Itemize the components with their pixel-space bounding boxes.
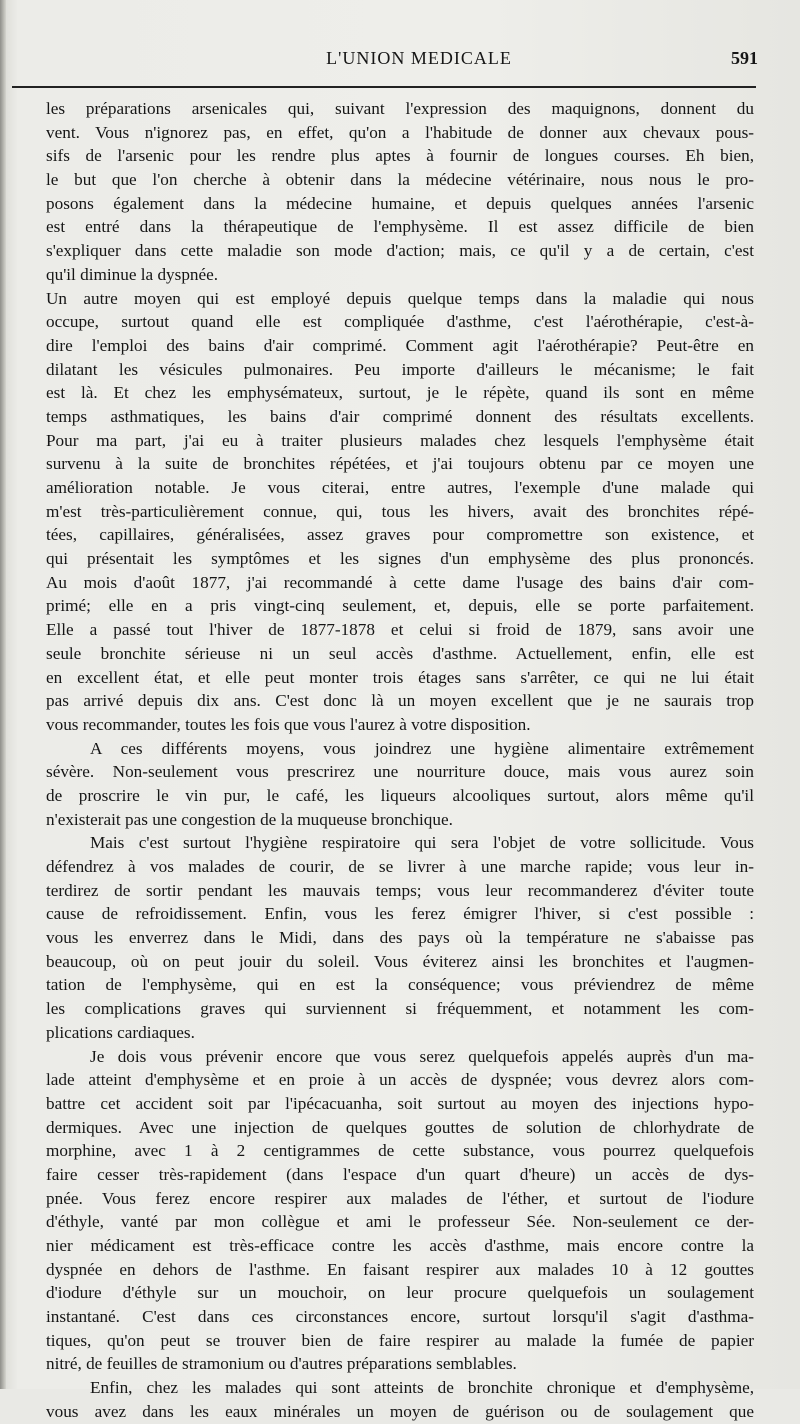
text-line: instantané. C'est dans ces circonstances encore, surtout lorsqu'il s'agit d'asthma-: [46, 1307, 754, 1327]
text-line: beaucoup, où on peut jouir du soleil. Vous éviterez ainsi les bronchites et l'augmen-: [46, 951, 754, 971]
text-line: m'est très-particulièrement connue, qui, tous les hivers, avait des bronchites répé-: [46, 501, 754, 521]
text-line: est là. Et chez les emphysémateux, surtout, je le répète, quand ils sont en même: [46, 383, 754, 403]
text-line: seule bronchite sérieuse ni un seul accès d'asthme. Actuellement, enfin, elle est: [46, 643, 754, 663]
text-line: Enfin, chez les malades qui sont atteints de bronchite chronique et d'emphysème,: [90, 1378, 754, 1398]
text-line: pas arrivé depuis dix ans. C'est donc là un moyen excellent que je ne saurais trop: [46, 691, 754, 711]
text-line: Mais c'est surtout l'hygiène respiratoire qui sera l'objet de votre sollicitude. Vous: [90, 833, 754, 853]
text-line: n'existerait pas une congestion de la muqueuse bronchique.: [46, 809, 453, 829]
text-line: de proscrire le vin pur, le café, les liqueurs alcooliques surtout, alors même qu'il: [46, 785, 754, 805]
text-line: est entré dans la thérapeutique de l'emphysème. Il est assez difficile de bien: [46, 217, 754, 237]
text-line: dermiques. Avec une injection de quelques gouttes de solution de chlorhydrate de: [46, 1117, 754, 1137]
running-title: L'UNION MEDICALE: [326, 48, 512, 68]
binding-shadow: [0, 0, 6, 1389]
text-line: Au mois d'août 1877, j'ai recommandé à cette dame l'usage des bains d'air com-: [46, 572, 754, 592]
text-line: amélioration notable. Je vous citerai, entre autres, l'exemple d'une malade qui: [46, 478, 754, 497]
text-line: en excellent état, et elle peut monter trois étages sans s'arrêter, ce qui ne lui était: [46, 667, 754, 687]
text-line: terdirez de sortir pendant les mauvais temps; vous leur recommanderez d'éviter toute: [46, 880, 754, 900]
text-line: s'expliquer dans cette maladie son mode d'action; mais, ce qu'il y a de certain, c'est: [46, 241, 754, 261]
text-line: vous recommander, toutes les fois que vous l'aurez à votre disposition.: [46, 714, 531, 734]
text-line: le but que l'on cherche à obtenir dans la médecine vétérinaire, nous nous le pro-: [46, 170, 754, 190]
text-line: posons également dans la médecine humaine, et depuis quelques années l'arsenic: [46, 193, 754, 213]
text-line: vent. Vous n'ignorez pas, en effet, qu'on a l'habitude de donner aux chevaux pous-: [46, 122, 754, 142]
text-line: primé; elle en a pris vingt-cinq seulement, et, depuis, elle se porte parfaitement.: [46, 596, 754, 616]
text-line: lade atteint d'emphysème et en proie à un accès de dyspnée; vous devrez alors com-: [46, 1070, 754, 1090]
text-line: qui présentait les symptômes et les signes d'un emphysème des plus prononcés.: [46, 549, 754, 569]
text-line: nier médicament est très-efficace contre les accès d'asthme, mais encore contre la: [46, 1236, 754, 1255]
text-line: dire l'emploi des bains d'air comprimé. Comment agit l'aérothérapie? Peut-être en: [46, 335, 754, 355]
text-line: dyspnée en dehors de l'asthme. En faisant respirer aux malades 10 à 12 gouttes: [46, 1259, 754, 1279]
text-line: tées, capillaires, généralisées, assez graves pour compromettre son existence, et: [46, 525, 754, 545]
text-line: A ces différents moyens, vous joindrez une hygiène alimentaire extrêmement: [90, 738, 754, 758]
text-line: survenu à la suite de bronchites répétées, et j'ai toujours obtenu par ce moyen une: [46, 454, 754, 474]
text-line: Elle a passé tout l'hiver de 1877-1878 et celui si froid de 1879, sans avoir une: [46, 620, 754, 640]
text-line: les complications graves qui surviennent si fréquemment, et notamment les com-: [46, 999, 754, 1019]
text-line: d'iodure d'éthyle sur un mouchoir, on leur procure quelquefois un soulagement: [46, 1283, 754, 1303]
text-line: sifs de l'arsenic pour les rendre plus aptes à fournir de longues courses. Eh bien,: [46, 146, 754, 166]
text-line: faire cesser très-rapidement (dans l'espace d'un quart d'heure) un accès de dys-: [46, 1164, 754, 1184]
text-line: Pour ma part, j'ai eu à traiter plusieurs malades chez lesquels l'emphysème était: [46, 430, 754, 450]
header-rule: [12, 86, 756, 88]
text-line: battre cet accident soit par l'ipécacuanha, soit surtout au moyen des injections hypo-: [46, 1093, 754, 1113]
text-line: d'éthyle, vanté par mon collègue et ami le professeur Sée. Non-seulement ce der-: [46, 1212, 754, 1232]
text-line: les préparations arsenicales qui, suivant l'expression des maquignons, donnent du: [46, 99, 754, 118]
text-line: nitré, de feuilles de stramonium ou d'autres préparations semblables.: [46, 1354, 517, 1374]
text-line: sévère. Non-seulement vous prescrirez une nourriture douce, mais vous aurez soin: [46, 762, 754, 782]
text-line: occupe, surtout quand elle est compliquée d'asthme, c'est l'aérothérapie, c'est-à-: [46, 312, 754, 332]
text-line: dilatant les vésicules pulmonaires. Peu importe d'ailleurs le mécanisme; le fait: [46, 359, 754, 379]
text-line: plications cardiaques.: [46, 1022, 195, 1042]
text-line: vous les enverrez dans le Midi, dans des pays où la température ne s'abaisse pas: [46, 928, 754, 948]
text-line: temps asthmatiques, les bains d'air comprimé donnent des résultats excellents.: [46, 406, 754, 426]
page-number: 591: [731, 48, 758, 68]
text-line: morphine, avec 1 à 2 centigrammes de cette substance, vous pourrez quelquefois: [46, 1141, 754, 1161]
text-line: qu'il diminue la dyspnée.: [46, 264, 219, 284]
text-line: défendrez à vos malades de courir, de se livrer à une marche rapide; vous leur in-: [46, 857, 754, 876]
running-head: [80, 48, 758, 78]
text-line: Je dois vous prévenir encore que vous serez quelquefois appelés auprès d'un ma-: [90, 1046, 754, 1066]
text-line: vous avez dans les eaux minérales un moyen de guérison ou de soulagement que: [46, 1401, 754, 1421]
body-text: [46, 97, 754, 1424]
text-line: cause de refroidissement. Enfin, vous les ferez émigrer l'hiver, si c'est possible :: [46, 904, 754, 924]
text-line: pnée. Vous ferez encore respirer aux malades de l'éther, et surtout de l'iodure: [46, 1188, 754, 1208]
text-line: tation de l'emphysème, qui en est la conséquence; vous préviendrez de même: [46, 975, 754, 995]
text-line: Un autre moyen qui est employé depuis quelque temps dans la maladie qui nous: [46, 288, 754, 308]
text-line: tiques, qu'on peut se trouver bien de faire respirer au malade la fumée de papier: [46, 1330, 754, 1350]
